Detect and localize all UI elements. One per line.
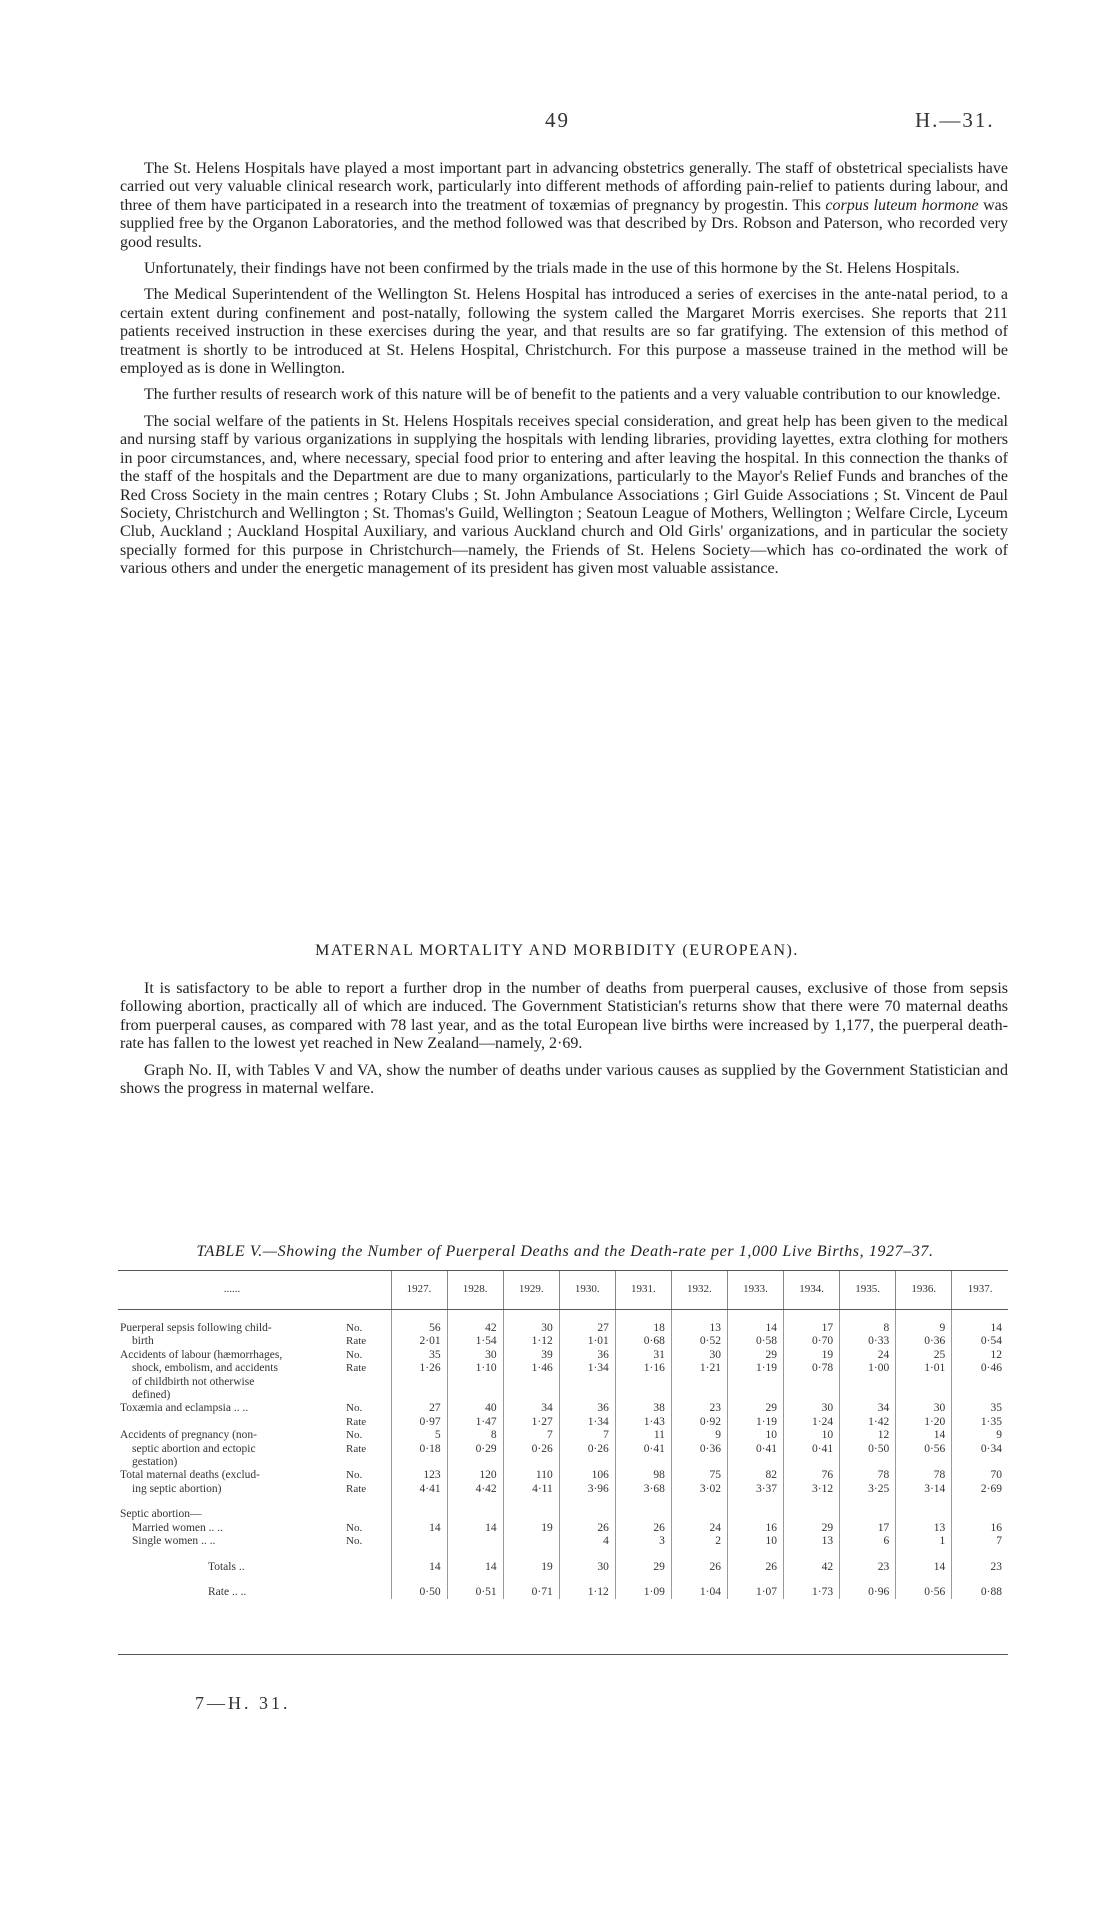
row-unit: No. [346,1322,363,1334]
table-cell: 1·73 [784,1586,840,1599]
row-label: Accidents of pregnancy (non- [120,1429,257,1442]
table-cell [391,1508,447,1521]
table-cell: 120 [447,1469,503,1482]
table-cell: 0·52 [671,1335,727,1348]
table-cell: 70 [952,1469,1008,1482]
table-cell [671,1456,727,1469]
table-cell: 1·54 [447,1335,503,1348]
table-cell: 1·00 [840,1362,896,1375]
table-spacer [118,1574,1008,1586]
table-cell: 26 [615,1522,671,1535]
row-label: of childbirth not otherwise [132,1375,255,1388]
table-cell [503,1389,559,1402]
table-cell: 14 [952,1322,1008,1335]
table-cell: 13 [784,1535,840,1548]
table-cell: 19 [503,1522,559,1535]
table-cell: 8 [840,1322,896,1335]
table-cell [391,1535,447,1548]
table-cell: 0·41 [727,1443,783,1456]
table-cell: 2 [671,1535,727,1548]
table-cell: 1 [896,1535,952,1548]
row-label: septic abortion and ectopic [132,1442,256,1455]
table-cell: 78 [840,1469,896,1482]
row-unit: Rate [346,1335,367,1348]
mortality-table [118,1270,1008,1655]
table-cell [784,1456,840,1469]
table-cell: 1·26 [391,1362,447,1375]
year-header: 1929. [503,1271,559,1310]
row-label: Totals .. [208,1560,245,1573]
table-cell [559,1376,615,1389]
table-cell: 3·96 [559,1483,615,1496]
row-label: Married women .. .. [132,1521,224,1534]
table-cell [896,1508,952,1521]
table-cell: 0·26 [559,1443,615,1456]
table-cell: 78 [896,1469,952,1482]
table-cell: 0·29 [447,1443,503,1456]
table-cell: 27 [391,1402,447,1415]
year-header: 1933. [727,1271,783,1310]
table-cell [840,1508,896,1521]
table-cell [840,1376,896,1389]
table-cell: 1·43 [615,1416,671,1429]
table-cell: 26 [559,1522,615,1535]
row-unit: Rate [346,1415,367,1428]
table-cell: 19 [503,1561,559,1574]
table-cell: 26 [727,1561,783,1574]
table-cell: 3·25 [840,1483,896,1496]
table-header-row [118,1271,1008,1310]
table-cell: 38 [615,1402,671,1415]
table-cell [840,1389,896,1402]
row-unit: No. [346,1348,363,1361]
paragraph: The further results of research work of this nature will be of benefit to the patients and a very valuable contribution to our knowledge. [144,386,1001,404]
table-cell: 1·07 [727,1586,783,1599]
table-cell: 29 [784,1522,840,1535]
table-cell: 9 [896,1322,952,1335]
table-cell: 0·54 [952,1335,1008,1348]
table-cell: 9 [952,1429,1008,1442]
table-cell: 4·41 [391,1483,447,1496]
table-cell: 0·68 [615,1335,671,1348]
table-cell: 0·96 [840,1586,896,1599]
row-unit [346,1508,391,1521]
table-unit-header [346,1271,391,1310]
row-label: Single women .. .. [132,1535,216,1548]
table-row [118,1389,1008,1402]
table-cell: 0·58 [727,1335,783,1348]
row-label: Rate .. .. [208,1585,247,1598]
table-cell: 0·88 [952,1586,1008,1599]
table-cell: 3 [615,1535,671,1548]
table-cell: 23 [671,1402,727,1415]
table-row [118,1456,1008,1469]
table-cell [391,1376,447,1389]
table-cell: 34 [503,1402,559,1415]
table-cell: 0·50 [391,1586,447,1599]
table-cell [671,1508,727,1521]
table-row [118,1522,1008,1535]
year-header: 1931. [615,1271,671,1310]
table-cell [952,1456,1008,1469]
table-row [118,1416,1008,1429]
table-cell: 1·42 [840,1416,896,1429]
row-label: Toxæmia and eclampsia .. .. [120,1402,249,1415]
table-cell: 30 [503,1322,559,1335]
table-cell: 3·12 [784,1483,840,1496]
table-cell: 0·34 [952,1443,1008,1456]
table-cell: 3·68 [615,1483,671,1496]
table-cell [503,1456,559,1469]
table-cell: 13 [896,1522,952,1535]
table-row [118,1402,1008,1415]
table-cell: 17 [840,1522,896,1535]
table-cell: 9 [671,1429,727,1442]
year-header: 1934. [784,1271,840,1310]
table-cell: 56 [391,1322,447,1335]
table-cell: 1·34 [559,1416,615,1429]
table-cell: 0·56 [896,1443,952,1456]
table-cell: 1·09 [615,1586,671,1599]
table-cell: 18 [615,1322,671,1335]
table-row [118,1483,1008,1496]
table-cell: 1·12 [559,1586,615,1599]
page-footer: 7—H. 31. [195,1693,291,1713]
table-cell: 14 [896,1561,952,1574]
table-cell: 16 [952,1522,1008,1535]
table-cell [391,1456,447,1469]
table-cell: 1·16 [615,1362,671,1375]
table-cell [896,1456,952,1469]
table-cell [503,1376,559,1389]
year-header: 1937. [952,1271,1008,1310]
table-cell: 0·97 [391,1416,447,1429]
table-cell: 24 [840,1349,896,1362]
table-cell [447,1376,503,1389]
table-cell: 1·19 [727,1416,783,1429]
table-cell: 25 [896,1349,952,1362]
paragraph: Unfortunately, their findings have not been confirmed by the trials made in the use of this hormone by the St. Helens Hospitals. [144,260,960,278]
paragraph: It is satisfactory to be able to report a further drop in the number of deaths from puerperal causes, exclusive of those from sepsis following abortion, practically all of which are induced. The Government Statistician's returns show that there were 70 maternal deaths from puerperal causes, as compared with 78 last year, and as the total European live births were increased by 1,177, the puerperal death-rate has fallen to the lowest yet reached in New Zealand—namely, 2·69. [120,980,1008,1053]
table-cell [559,1508,615,1521]
table-cell: 0·41 [615,1443,671,1456]
table-cell: 11 [615,1429,671,1442]
table-cell: 0·71 [503,1586,559,1599]
table-cell: 10 [784,1429,840,1442]
table-cell: 0·18 [391,1443,447,1456]
row-label: birth [132,1335,154,1348]
table-cell [391,1389,447,1402]
table-row [118,1508,1008,1521]
table-cell: 76 [784,1469,840,1482]
table-cell [559,1389,615,1402]
table-cell [727,1389,783,1402]
table-cell [896,1389,952,1402]
table-cell: 10 [727,1429,783,1442]
section-heading: MATERNAL MORTALITY AND MORBIDITY (EUROPEAN). [315,942,799,959]
table-cell: 35 [952,1402,1008,1415]
table-cell: 123 [391,1469,447,1482]
table-cell: 1·27 [503,1416,559,1429]
table-cell: 0·36 [896,1335,952,1348]
table-cell: 14 [727,1322,783,1335]
section-text [120,980,1008,1106]
table-cell: 1·24 [784,1416,840,1429]
table-cell: 0·70 [784,1335,840,1348]
table-cell: 98 [615,1469,671,1482]
row-label: Total maternal deaths (exclud- [120,1469,261,1482]
row-unit: No. [346,1521,363,1534]
table-cell [727,1376,783,1389]
table-cell [503,1535,559,1548]
table-cell: 8 [447,1429,503,1442]
table-cell [615,1508,671,1521]
table-cell [615,1389,671,1402]
table-cell: 7 [952,1535,1008,1548]
table-cell: 14 [391,1522,447,1535]
row-label: Puerperal sepsis following child- [120,1322,272,1334]
table-cell: 3·14 [896,1483,952,1496]
table-row [118,1322,1008,1335]
table-cell: 75 [671,1469,727,1482]
page-number: 49 [545,108,570,132]
table-row [118,1469,1008,1482]
table-cell: 1·20 [896,1416,952,1429]
table-cell: 2·01 [391,1335,447,1348]
table-cell: 14 [896,1429,952,1442]
row-label: gestation) [132,1456,178,1469]
table-cell: 39 [503,1349,559,1362]
table-cell: 1·01 [896,1362,952,1375]
table-cell: 6 [840,1535,896,1548]
table-cell: 0·92 [671,1416,727,1429]
row-unit [346,1586,391,1599]
table-cell: 1·04 [671,1586,727,1599]
table-cell: 17 [784,1322,840,1335]
table-row [118,1561,1008,1574]
paragraph: The social welfare of the patients in St. Helens Hospitals receives special consideration, and great help has been given to the medical and nursing staff by various organizations in supplying the hospitals with lending libraries, providing layettes, extra clothing for mothers in poor circumstances, and, where necessary, special food prior to entering and after leaving the hospital. In this connection the thanks of the staff of the hospitals and the Department are due to many organizations, particularly to the Mayor's Relief Funds and branches of the Red Cross Society in the main centres ; Rotary Clubs ; St. John Ambulance Associations ; Girl Guide Associations ; St. Vincent de Paul Society, Christchurch and Wellington ; St. Thomas's Guild, Wellington ; Seatoun League of Mothers, Wellington ; Welfare Circle, Lyceum Club, Auckland ; Auckland Hospital Auxiliary, and various Auckland church and Old Girls' organizations, and in particular the society specially formed for this purpose in Christchurch—namely, the Friends of St. Helens Society—which has co-ordinated the work of various others and under the energetic management of its president has given most valuable assistance. [120,412,1008,578]
table-cell: 16 [727,1522,783,1535]
year-header: 1928. [447,1271,503,1310]
table-row [118,1362,1008,1375]
year-header: 1932. [671,1271,727,1310]
table-cell [671,1389,727,1402]
table-cell [784,1508,840,1521]
table-cell [952,1389,1008,1402]
table-cell: 29 [727,1402,783,1415]
table-cell: 4·11 [503,1483,559,1496]
table-cell: 2·69 [952,1483,1008,1496]
row-unit: Rate [346,1442,367,1455]
paragraph: Graph No. II, with Tables V and VA, show the number of deaths under various causes as supplied by the Government Statistician and shows the progress in maternal welfare. [120,1061,1008,1098]
table-cell: 30 [784,1402,840,1415]
table-cell: 30 [447,1349,503,1362]
table-cell [503,1508,559,1521]
table-cell [671,1376,727,1389]
table-cell [952,1376,1008,1389]
table-cell: 19 [784,1349,840,1362]
table-cell: 1·35 [952,1416,1008,1429]
table-cell [727,1456,783,1469]
page-reference: H.—31. [915,108,995,132]
table-cell: 12 [840,1429,896,1442]
table-cell: 24 [671,1522,727,1535]
table-cell: 26 [671,1561,727,1574]
table-cell: 0·46 [952,1362,1008,1375]
table-cell: 1·10 [447,1362,503,1375]
table-cell: 42 [447,1322,503,1335]
table-cell: 42 [784,1561,840,1574]
table-caption: TABLE V.—Showing the Number of Puerperal Deaths and the Death-rate per 1,000 Live Births, 1927–37. [196,1243,934,1260]
row-label: ing septic abortion) [132,1482,222,1495]
table-cell: 12 [952,1349,1008,1362]
table-cell: 1·19 [727,1362,783,1375]
table-cell: 1·12 [503,1335,559,1348]
row-unit: Rate [346,1482,367,1495]
table-spacer [118,1496,1008,1508]
table-cell: 34 [840,1402,896,1415]
table-row [118,1349,1008,1362]
row-unit: Rate [346,1362,367,1375]
table-cell [447,1389,503,1402]
table-cell: 5 [391,1429,447,1442]
table-cell: 110 [503,1469,559,1482]
table-cell: 23 [952,1561,1008,1574]
table-cell: 1·47 [447,1416,503,1429]
row-unit: No. [346,1429,363,1442]
table-cell [559,1456,615,1469]
table-row [118,1535,1008,1548]
row-unit: No. [346,1535,363,1548]
row-unit [346,1376,391,1389]
table-cell: 14 [447,1561,503,1574]
table-cell: 40 [447,1402,503,1415]
table-row [118,1335,1008,1348]
table-spacer [118,1310,1008,1323]
table-spacer [118,1549,1008,1561]
table-cell: 0·56 [896,1586,952,1599]
table-cell: 0·78 [784,1362,840,1375]
table-cell [840,1456,896,1469]
table-cell: 1·46 [503,1362,559,1375]
table-cell: 0·33 [840,1335,896,1348]
year-header: 1936. [896,1271,952,1310]
table-cell [727,1508,783,1521]
row-unit [346,1456,391,1469]
table-cell [784,1376,840,1389]
table-row [118,1429,1008,1442]
row-label: Accidents of labour (hæmorrhages, [120,1348,283,1361]
year-header: 1927. [391,1271,447,1310]
table-cell: 35 [391,1349,447,1362]
table-cell: 7 [503,1429,559,1442]
row-label: shock, embolism, and accidents [132,1362,278,1375]
table-cell [447,1508,503,1521]
table-cell: 14 [447,1522,503,1535]
row-label [118,1416,346,1429]
table-cell: 1·01 [559,1335,615,1348]
table-cell: 13 [671,1322,727,1335]
table-cell [784,1389,840,1402]
table-cell: 29 [727,1349,783,1362]
table-cell: 30 [671,1349,727,1362]
table-cell: 0·51 [447,1586,503,1599]
table-cell: 14 [391,1561,447,1574]
table-cell: 0·26 [503,1443,559,1456]
table-cell: 36 [559,1349,615,1362]
table-cell [615,1456,671,1469]
table-cell: 10 [727,1535,783,1548]
table-cell: 36 [559,1402,615,1415]
table-cell [952,1508,1008,1521]
row-unit: No. [346,1469,363,1482]
table-cell: 3·37 [727,1483,783,1496]
table-cell [615,1376,671,1389]
year-header: 1935. [840,1271,896,1310]
table-cell: 29 [615,1561,671,1574]
table-row [118,1443,1008,1456]
table-cell: 0·50 [840,1443,896,1456]
table-cell [447,1535,503,1548]
paragraph: The Medical Superintendent of the Wellington St. Helens Hospital has introduced a series of exercises in the ante-natal period, to a certain extent during confinement and post-natally, following the system called the Margaret Morris exercises. She reports that 211 patients received instruction in these exercises during the year, and that results are so far gratifying. The extension of this method of treatment is shortly to be introduced at St. Helens Hospital, Christchurch. For this purpose a masseuse trained in the method will be employed as is done in Wellington. [120,286,1008,378]
row-unit [346,1561,391,1574]
table-cell: 106 [559,1469,615,1482]
table-row [118,1586,1008,1599]
paragraph: The St. Helens Hospitals have played a most important part in advancing obstetrics generally. The staff of obstetrical specialists have carried out very valuable clinical research work, particularly into different methods of affording pain-relief to patients during labour, and three of them have participated in a research into the treatment of toxæmias of pregnancy by progestin. This corpus luteum hormone was supplied free by the Organon Laboratories, and the method followed was that described by Drs. Robson and Paterson, who recorded very good results. [120,160,1009,251]
table-cell: 30 [559,1561,615,1574]
row-unit: No. [346,1402,363,1415]
table-cell: 0·41 [784,1443,840,1456]
table-cell: 1·34 [559,1362,615,1375]
table-cell: 7 [559,1429,615,1442]
table-cell: 4·42 [447,1483,503,1496]
table-cell: 0·36 [671,1443,727,1456]
year-header: 1930. [559,1271,615,1310]
row-unit [346,1389,391,1402]
table-cell: 30 [896,1402,952,1415]
table-cell: 31 [615,1349,671,1362]
table-row [118,1376,1008,1389]
table-cell [447,1456,503,1469]
table-cell: 82 [727,1469,783,1482]
table-corner: ...... [118,1271,346,1310]
table-cell [896,1376,952,1389]
row-label: defined) [132,1389,171,1402]
table-cell: 27 [559,1322,615,1335]
table-cell: 3·02 [671,1483,727,1496]
row-label: Septic abortion— [120,1508,202,1521]
table-cell: 1·21 [671,1362,727,1375]
table-cell: 23 [840,1561,896,1574]
table-cell: 4 [559,1535,615,1548]
intro-text [120,160,1008,587]
